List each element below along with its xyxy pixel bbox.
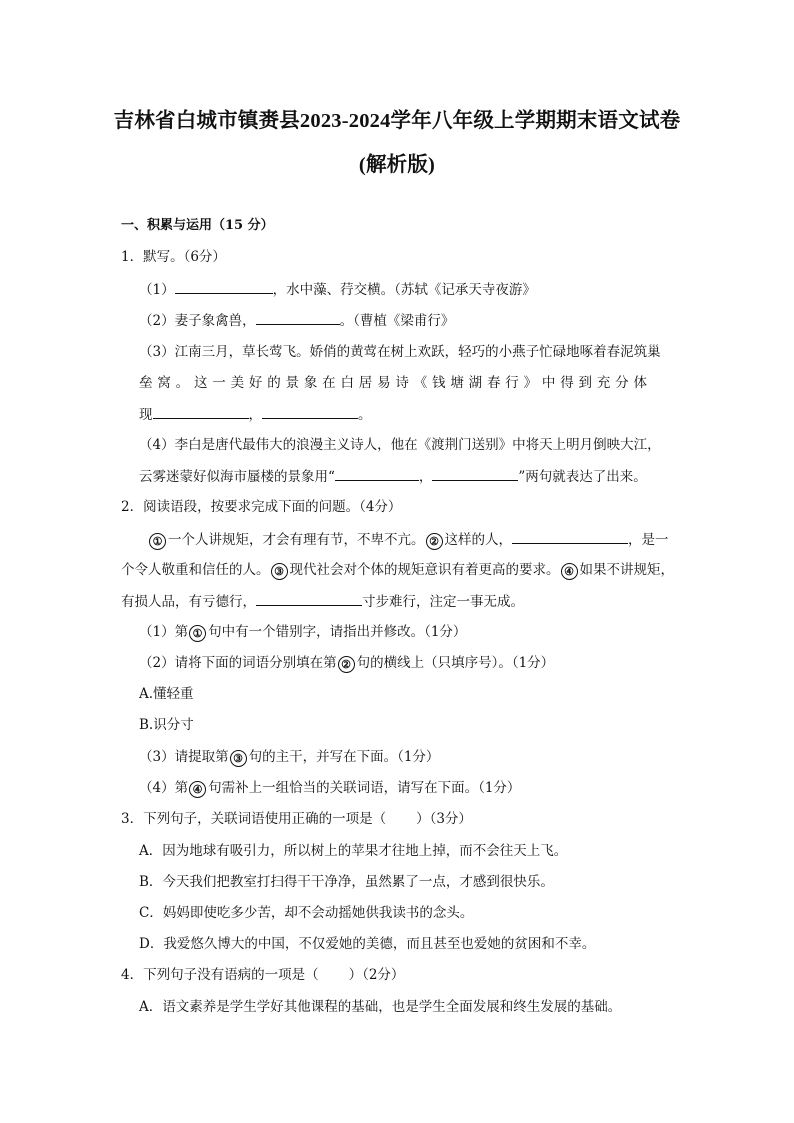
q3-stem-score: ）（3分）: [416, 811, 472, 827]
q2-sq2-text: （2）请将下面的词语分别填在第: [139, 655, 337, 671]
q2-subquestion-2: [139, 653, 554, 673]
q3-option-c: C．妈妈即使吃多少苦，却不会动摇她供我读书的念头。: [139, 905, 474, 921]
q4-option-a: A．语文素养是学生学好其他课程的基础，也是学生全面发展和终生发展的基础。: [139, 999, 622, 1015]
q1-item-4-line2-suffix: ”两句就表达了出来。: [518, 469, 647, 485]
answer-blank[interactable]: [432, 466, 518, 481]
circled-number-3: ③: [230, 750, 247, 767]
q3-stem-text: 3．下列句子，关联词语使用正确的一项是（: [121, 811, 387, 827]
q1-item-3-line2: [139, 373, 647, 393]
q2-passage-text: 现代社会对个体的规矩意识有着更高的要求。: [289, 562, 560, 578]
q2-option-b: B.识分寸: [139, 717, 194, 733]
circled-number-3: ③: [271, 563, 288, 580]
q2-passage-text: 一个人讲规矩，才会有理有节，不卑不亢。: [168, 532, 425, 548]
q1-item-2: [139, 310, 454, 331]
answer-blank[interactable]: [256, 310, 340, 325]
q1-item-3-line2-text: 垒窝。这一美好的景象在白居易诗《钱塘湖春行》中得到充分体: [139, 375, 647, 391]
answer-blank[interactable]: [335, 466, 419, 481]
q2-sq3-text: 句的主干，并写在下面。（1分）: [248, 749, 440, 765]
q1-item-4-line2-prefix: 云雾迷蒙好似海市蜃楼的景象用“: [139, 469, 335, 485]
q1-item-4-line2: [139, 466, 647, 487]
q2-passage-text: 寸步难行，注定一事无成。: [362, 594, 524, 610]
page-title: 吉林省白城市镇赉县2023-2024学年八年级上学期期末语文试卷: [113, 110, 681, 132]
q3-option-a: A．因为地球有吸引力，所以树上的苹果才往地上掉，而不会往天上飞。: [139, 843, 568, 859]
q2-passage-line2: [121, 560, 674, 580]
question-2-stem: 2．阅读语段，按要求完成下面的问题。（4分）: [121, 499, 402, 515]
q2-passage-line3: [121, 591, 524, 612]
q2-passage-line1: [148, 529, 669, 550]
q2-subquestion-3: [139, 747, 439, 767]
answer-blank[interactable]: [262, 404, 358, 419]
q2-sq2-text: 句的横线上（只填序号）。（1分）: [356, 655, 555, 671]
q1-item-1-prefix: （1）: [139, 282, 175, 298]
q1-item-1: [139, 279, 536, 300]
circled-number-4: ④: [561, 563, 578, 580]
q1-item-2-prefix: （2）妻子象禽兽，: [139, 313, 256, 329]
q4-stem-score: ）（2分）: [348, 967, 405, 983]
q2-subquestion-1: [139, 622, 466, 642]
q2-sq4-text: （4）第: [139, 780, 189, 796]
q1-item-3-line3-suffix: 。: [358, 407, 372, 423]
q1-item-3-line3-mid: ，: [248, 407, 262, 423]
circled-number-1: ①: [189, 625, 206, 642]
q2-passage-text: 如果不讲规矩，: [579, 562, 674, 578]
answer-blank[interactable]: [175, 279, 273, 294]
circled-number-4: ④: [189, 781, 206, 798]
question-4-stem: [121, 965, 404, 985]
q3-option-b: B．今天我们把教室打扫得干干净净，虽然累了一点，才感到很快乐。: [139, 874, 554, 890]
q1-item-2-text: 。（曹植《梁甫行》: [339, 313, 455, 329]
q1-item-3-line3-prefix: 现: [139, 407, 153, 423]
q1-item-3-line3: [139, 404, 372, 425]
q2-option-a: A.懂轻重: [139, 686, 194, 702]
q2-passage-text: 有损人品，有亏德行，: [121, 594, 256, 610]
circled-number-2: ②: [338, 656, 355, 673]
answer-blank[interactable]: [512, 529, 628, 544]
q1-item-1-text: ，水中藻、荇交横。（苏轼《记承天寺夜游》: [272, 282, 536, 298]
q2-passage-text: 这样的人，: [444, 532, 512, 548]
q3-option-d: D．我爱悠久博大的中国，不仅爱她的美德，而且甚至也爱她的贫困和不幸。: [139, 936, 596, 952]
circled-number-2: ②: [426, 533, 443, 550]
circled-number-1: ①: [149, 533, 166, 550]
answer-blank[interactable]: [153, 404, 249, 419]
question-1-stem: 1．默写。（6分）: [121, 249, 226, 265]
q2-sq1-text: 句中有一个错别字，请指出并修改。（1分）: [208, 624, 467, 640]
q2-passage-text: 个令人敬重和信任的人。: [121, 562, 270, 578]
q2-passage-text: ，是一: [628, 532, 669, 548]
answer-blank[interactable]: [256, 591, 362, 606]
q1-item-3-line1: （3）江南三月，草长莺飞。娇俏的黄莺在树上欢跃，轻巧的小燕子忙碌地啄着春泥筑巢: [139, 344, 661, 360]
q4-stem-text: 4．下列句子没有语病的一项是（: [121, 967, 319, 983]
q1-item-4-line1: （4）李白是唐代最伟大的浪漫主义诗人，他在《渡荆门送别》中将天上明月倒映大江，: [139, 437, 661, 453]
question-3-stem: [121, 809, 472, 829]
q1-item-4-line2-mid: ，: [418, 469, 433, 485]
q2-subquestion-4: [139, 778, 520, 798]
section-heading: 一、积累与运用（15 分）: [121, 218, 274, 233]
page-subtitle: (解析版): [358, 154, 436, 176]
q2-sq3-text: （3）请提取第: [139, 749, 229, 765]
q2-sq4-text: 句需补上一组恰当的关联词语，请写在下面。（1分）: [208, 780, 521, 796]
q2-sq1-text: （1）第: [139, 624, 189, 640]
